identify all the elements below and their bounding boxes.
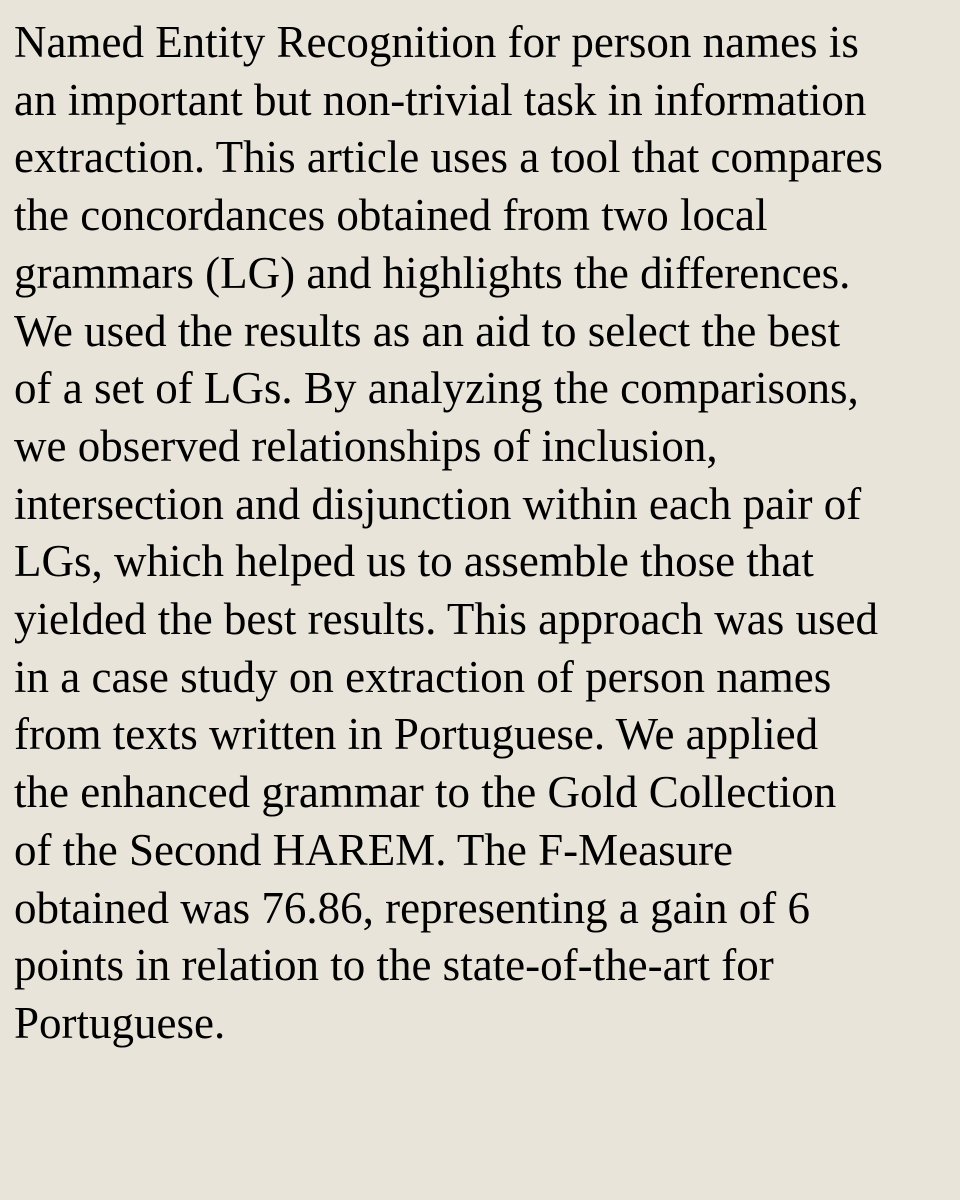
abstract-line: from texts written in Portuguese. We applied: [14, 709, 819, 760]
abstract-line: yielded the best results. This approach was used: [14, 594, 878, 645]
abstract-paragraph: [14, 14, 954, 1053]
abstract-line: of the Second HAREM. The F-Measure: [14, 824, 734, 875]
abstract-line: obtained was 76.86, representing a gain of 6: [14, 882, 811, 933]
abstract-line: the concordances obtained from two local: [14, 190, 768, 241]
abstract-line: We used the results as an aid to select the best: [14, 305, 841, 356]
abstract-line: extraction. This article uses a tool that compares: [14, 132, 883, 183]
abstract-line: in a case study on extraction of person names: [14, 651, 832, 702]
abstract-line: we observed relationships of inclusion,: [14, 420, 718, 471]
abstract-line: intersection and disjunction within each pair of: [14, 478, 862, 529]
abstract-line: Named Entity Recognition for person names is: [14, 17, 859, 67]
abstract-line: points in relation to the state-of-the-art for: [14, 940, 774, 991]
abstract-line: an important but non-trivial task in information: [14, 74, 867, 125]
abstract-line: Portuguese.: [14, 997, 226, 1048]
abstract-line: LGs, which helped us to assemble those that: [14, 536, 814, 587]
abstract-line: grammars (LG) and highlights the differences.: [14, 247, 851, 298]
abstract-line: the enhanced grammar to the Gold Collection: [14, 767, 837, 818]
abstract-line: of a set of LGs. By analyzing the comparisons,: [14, 363, 859, 414]
